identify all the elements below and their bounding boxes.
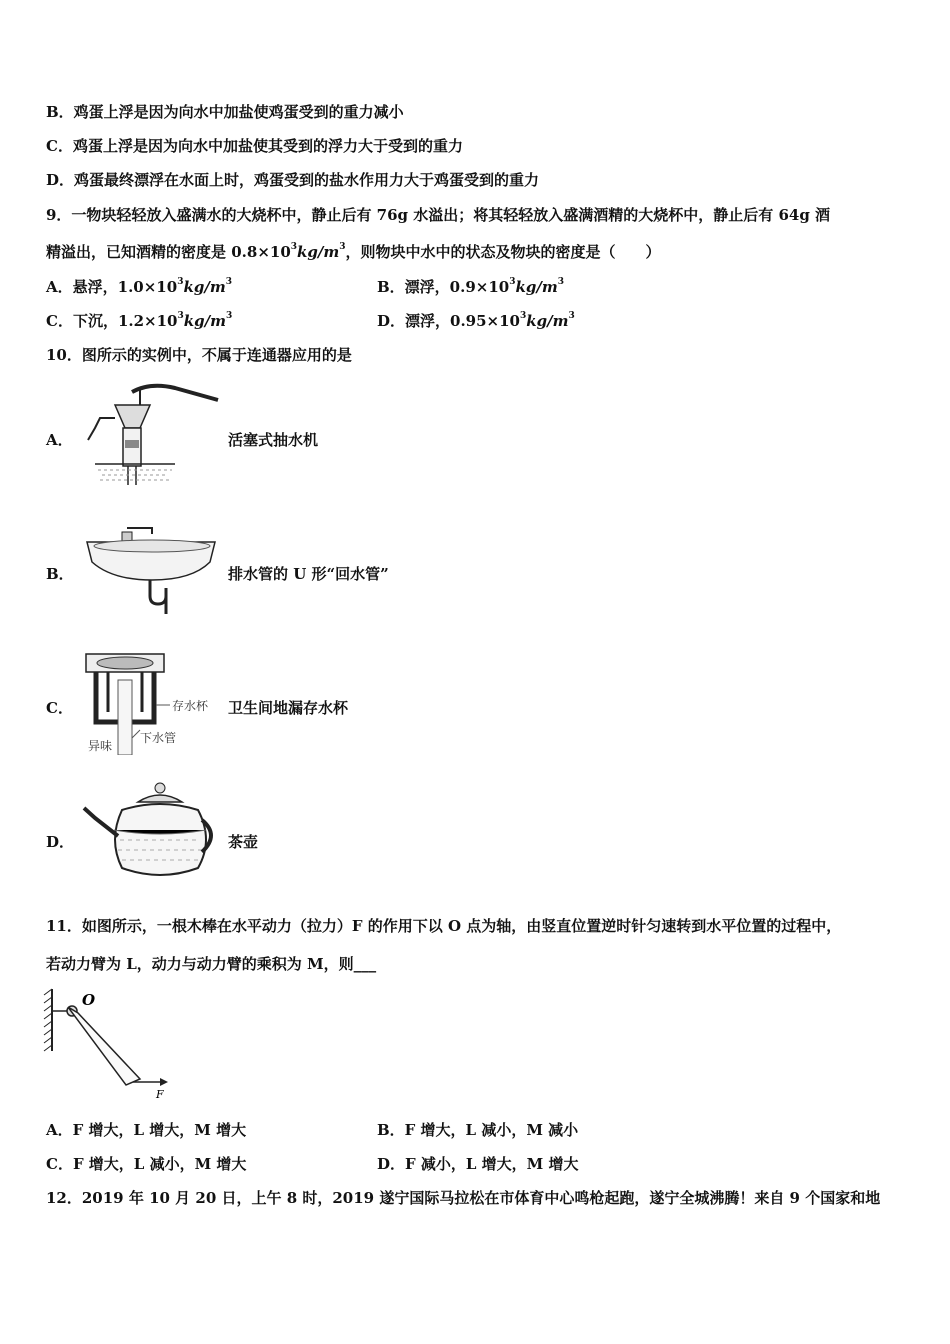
q10-option-c-letter: C． xyxy=(46,699,73,717)
force-label: F xyxy=(156,1088,164,1100)
q9-stem-line2: 精溢出，已知酒精的密度是 $0.8\times 10^3kg/m^3$，则物块中水中的状态及物块的密度是（ ） xyxy=(46,242,661,261)
floor-drain-figure xyxy=(78,650,228,755)
q8-option-d: D．鸡蛋最终漂浮在水面上时，鸡蛋受到的盐水作用力大于鸡蛋受到的重力 xyxy=(46,171,540,189)
q11-option-a: A．F 增大，L 增大，M 增大 xyxy=(46,1121,247,1139)
q11-option-c: C．F 增大，L 减小，M 增大 xyxy=(46,1155,247,1173)
teapot-figure xyxy=(80,780,220,885)
q10-option-b-letter: B． xyxy=(46,565,74,583)
lever-figure xyxy=(40,985,180,1100)
q9-option-b: B．漂浮，$0.9\times 10^3kg/m^3$ xyxy=(377,277,564,296)
q9-option-a: A．悬浮，$1.0\times 10^3kg/m^3$ xyxy=(46,277,232,296)
q8-option-b: B．鸡蛋上浮是因为向水中加盐使鸡蛋受到的重力减小 xyxy=(46,103,404,121)
q11-option-d: D．F 减小，L 增大，M 增大 xyxy=(377,1155,579,1173)
q10-option-c-caption: 卫生间地漏存水杯 xyxy=(228,699,349,717)
q10-option-b-caption: 排水管的 U 形“回水管” xyxy=(228,565,389,583)
q10-option-a-caption: 活塞式抽水机 xyxy=(228,431,319,449)
label-cup: 存水杯 xyxy=(172,699,209,713)
q10-stem: 10．图所示的实例中，不属于连通器应用的是 xyxy=(46,346,352,364)
pump-figure xyxy=(80,380,220,485)
q10-option-d-caption: 茶壶 xyxy=(228,833,259,851)
q11-stem-line1: 11．如图所示，一根木棒在水平动力（拉力）F 的作用下以 O 点为轴，由竖直位置逆时针匀速转到水平位置的过程中， xyxy=(46,917,842,935)
q11-option-b: B．F 增大，L 减小，M 减小 xyxy=(377,1121,579,1139)
q9-option-d: D．漂浮，$0.95\times 10^3kg/m^3$ xyxy=(377,311,575,330)
q9-option-c: C．下沉，$1.2\times 10^3kg/m^3$ xyxy=(46,311,233,330)
q11-stem-line2: 若动力臂为 L，动力与动力臂的乘积为 M，则___ xyxy=(46,955,377,973)
sink-figure xyxy=(82,518,222,616)
pivot-label: O xyxy=(82,991,96,1009)
q9-stem-line1: 9．一物块轻轻放入盛满水的大烧杯中，静止后有 76g 水溢出；将其轻轻放入盛满酒精的大烧杯中，静止后有 64g 酒 xyxy=(46,206,831,224)
q8-option-c: C．鸡蛋上浮是因为向水中加盐使其受到的浮力大于受到的重力 xyxy=(46,137,463,155)
label-smell: 异味 xyxy=(88,739,113,753)
q10-option-a-letter: A． xyxy=(46,431,73,449)
q10-option-d-letter: D． xyxy=(46,833,75,851)
q12-stem-line1: 12．2019 年 10 月 20 日，上午 8 时，2019 遂宁国际马拉松在市体育中心鸣枪起跑，遂宁全城沸腾！来自 9 个国家和地 xyxy=(46,1189,881,1207)
label-pipe: 下水管 xyxy=(140,731,177,745)
